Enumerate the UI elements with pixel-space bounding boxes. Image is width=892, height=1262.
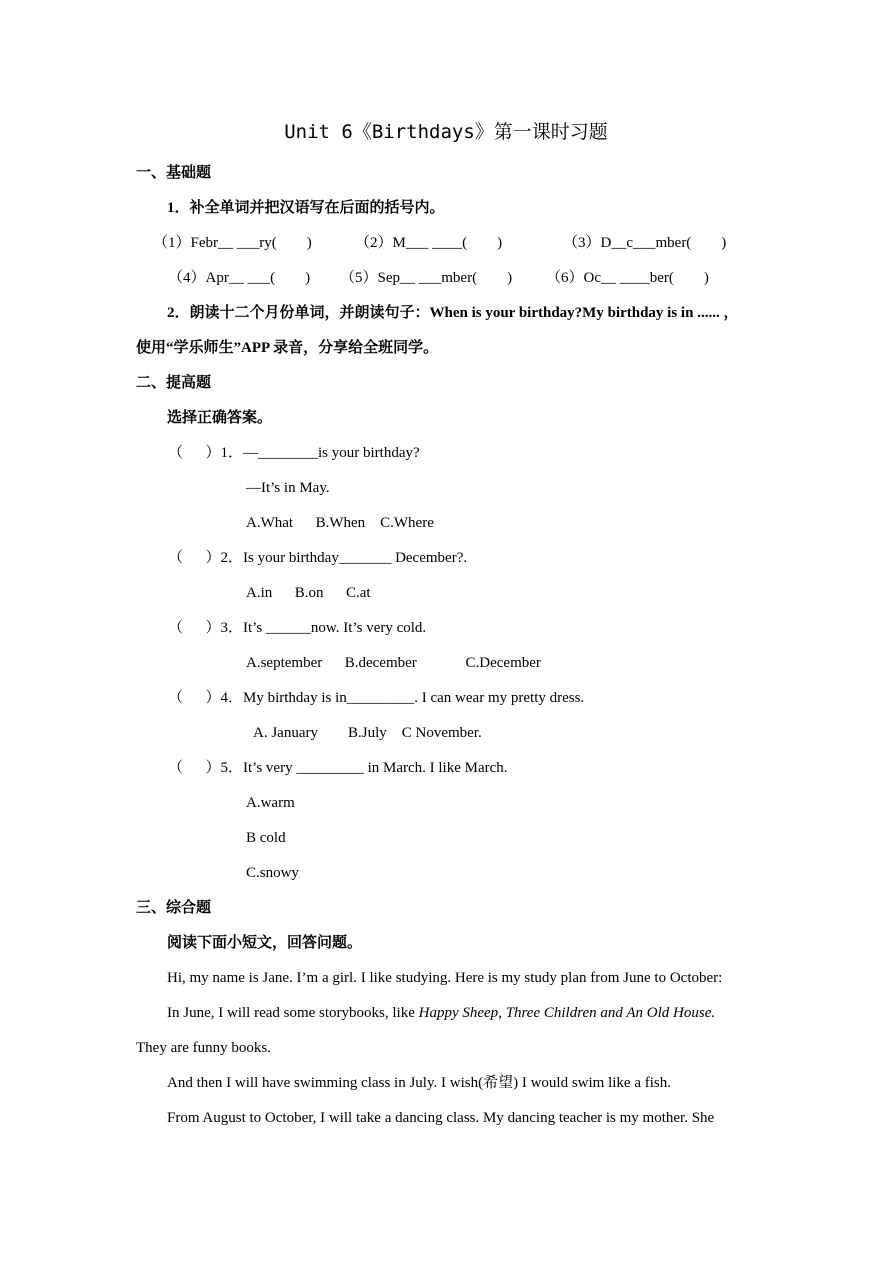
section2-instruction: 选择正确答案。 <box>167 410 273 426</box>
choice-q2-options: A.in B.on C.at <box>246 585 371 601</box>
passage-paragraph-2 <box>167 1003 715 1023</box>
q2-instruction-line2: 使用“学乐师生”APP 录音，分享给全班同学。 <box>136 340 439 356</box>
choice-q5-stem: （ ）5．It’s very _________ in March. I like March. <box>168 760 508 776</box>
choice-q3-stem: （ ）3．It’s ______now. It’s very cold. <box>168 620 427 636</box>
choice-q5-option-b: B cold <box>246 830 286 846</box>
section2-heading: 二、提高题 <box>136 375 212 391</box>
section3-instruction: 阅读下面小短文，回答问题。 <box>167 935 363 951</box>
passage-paragraph-1: Hi, my name is Jane. I’m a girl. I like studying. Here is my study plan from June to October: <box>167 970 723 986</box>
choice-q3-options: A.september B.december C.December <box>246 655 541 671</box>
passage-p2-text: In June, I will read some storybooks, like <box>167 1005 419 1021</box>
choice-q5-option-a: A.warm <box>246 795 295 811</box>
passage-paragraph-2-cont: They are funny books. <box>136 1040 271 1056</box>
choice-q5-option-c: C.snowy <box>246 865 299 881</box>
choice-q4-stem: （ ）4．My birthday is in_________. I can wear my pretty dress. <box>168 690 585 706</box>
fill-item-4: （4）Apr__ ___( ) <box>168 270 311 286</box>
choice-q2-stem: （ ）2．Is your birthday_______ December?. <box>168 550 468 566</box>
q1-instruction: 1．补全单词并把汉语写在后面的括号内。 <box>167 200 445 216</box>
fill-item-3: （3）D__c___mber( ) <box>563 235 727 251</box>
choice-q1-stem: （ ）1．—________is your birthday? <box>168 445 420 461</box>
page-title: Unit 6《Birthdays》第一课时习题 <box>284 121 608 143</box>
passage-p2-comma: , <box>498 1005 506 1021</box>
fill-item-2: （2）M___ ____( ) <box>355 235 503 251</box>
book-title-2: Three Children and An Old House. <box>505 1005 716 1021</box>
book-title-1: Happy Sheep <box>418 1005 499 1021</box>
fill-item-1: （1）Febr__ ___ry( ) <box>153 235 312 251</box>
fill-item-6: （6）Oc__ ____ber( ) <box>546 270 709 286</box>
section3-heading: 三、综合题 <box>136 900 212 916</box>
choice-q4-options: A. January B.July C November. <box>253 725 482 741</box>
passage-paragraph-4: From August to October, I will take a dancing class. My dancing teacher is my mother. She <box>167 1110 715 1126</box>
passage-paragraph-3: And then I will have swimming class in July. I wish(希望) I would swim like a fish. <box>167 1075 671 1091</box>
q2-instruction-line1: 2．朗读十二个月份单词，并朗读句子：When is your birthday?My birthday is in ...... ， <box>167 305 739 321</box>
choice-q1-reply: —It’s in May. <box>246 480 330 496</box>
section1-heading: 一、基础题 <box>136 165 212 181</box>
fill-item-5: （5）Sep__ ___mber( ) <box>340 270 513 286</box>
choice-q1-options: A.What B.When C.Where <box>246 515 434 531</box>
